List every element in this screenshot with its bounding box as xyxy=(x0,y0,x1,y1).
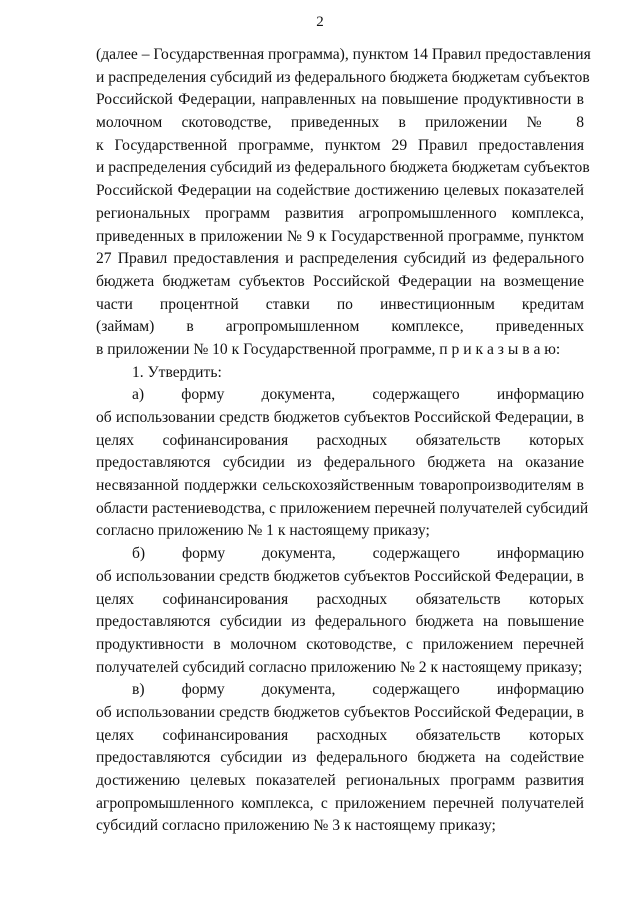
text-line: области растениеводства, с приложением перечней получателей субсидий xyxy=(96,499,589,517)
text-line: целях софинансирования расходных обязательств которых xyxy=(96,726,584,744)
text-line: об использовании средств бюджетов субъектов Российской Федерации, в xyxy=(96,409,584,426)
text-line: (займам) в агропромышленном комплексе, приведенных xyxy=(96,318,584,336)
text-line: агропромышленного комплекса, с приложением перечней получателей xyxy=(96,794,584,812)
text-line: предоставляются субсидии из федерального бюджета на оказание xyxy=(96,454,584,472)
text-line: Российской Федерации, направленных на повышение продуктивности в xyxy=(96,91,584,109)
text-line: 1. Утвердить: xyxy=(132,363,222,381)
text-line: целях софинансирования расходных обязательств которых xyxy=(96,590,584,608)
text-line: региональных программ развития агропромышленного комплекса, xyxy=(96,204,584,222)
text-line: бюджета бюджетам субъектов Российской Федерации на возмещение xyxy=(96,272,584,290)
text-line: 27 Правил предоставления и распределения субсидий из федерального xyxy=(96,250,584,268)
text-line: молочном скотоводстве, приведенных в приложении № 8 xyxy=(96,114,584,132)
text-line: продуктивности в молочном скотоводстве, с приложением перечней xyxy=(96,635,584,653)
text-line: части процентной ставки по инвестиционным кредитам xyxy=(96,295,584,313)
page-number: 2 xyxy=(316,14,324,30)
text-line: (далее – Государственная программа), пунктом 14 Правил предоставления xyxy=(96,46,591,63)
text-line: предоставляются субсидии из федерального бюджета на повышение xyxy=(96,613,584,631)
document-body xyxy=(96,44,591,838)
text-line: в) форму документа, содержащего информацию xyxy=(132,681,584,699)
text-line: а) форму документа, содержащего информацию xyxy=(132,386,584,404)
text-line: целях софинансирования расходных обязательств которых xyxy=(96,431,584,449)
text-line: получателей субсидий согласно приложению № 2 к настоящему приказу; xyxy=(96,658,583,676)
text-line: б) форму документа, содержащего информацию xyxy=(132,545,584,563)
text-line: об использовании средств бюджетов субъектов Российской Федерации, в xyxy=(96,567,584,585)
text-line: субсидий согласно приложению № 3 к настоящему приказу; xyxy=(96,817,496,835)
text-line: приведенных в приложении № 9 к Государственной программе, пунктом xyxy=(96,227,584,245)
text-line: согласно приложению № 1 к настоящему приказу; xyxy=(96,522,430,540)
text-line: и распределения субсидий из федерального бюджета бюджетам субъектов xyxy=(96,159,590,177)
text-line: в приложении № 10 к Государственной программе, п р и к а з ы в а ю: xyxy=(96,340,561,358)
text-line: несвязанной поддержки сельскохозяйственным товаропроизводителям в xyxy=(96,477,584,495)
text-line: достижению целевых показателей региональных программ развития xyxy=(96,772,584,789)
text-line: и распределения субсидий из федерального бюджета бюджетам субъектов xyxy=(96,68,590,86)
text-line: об использовании средств бюджетов субъектов Российской Федерации, в xyxy=(96,703,584,721)
text-line: предоставляются субсидии из федерального бюджета на содействие xyxy=(96,749,584,767)
text-line: Российской Федерации на содействие достижению целевых показателей xyxy=(96,182,584,200)
text-line: к Государственной программе, пунктом 29 Правил предоставления xyxy=(96,136,584,154)
